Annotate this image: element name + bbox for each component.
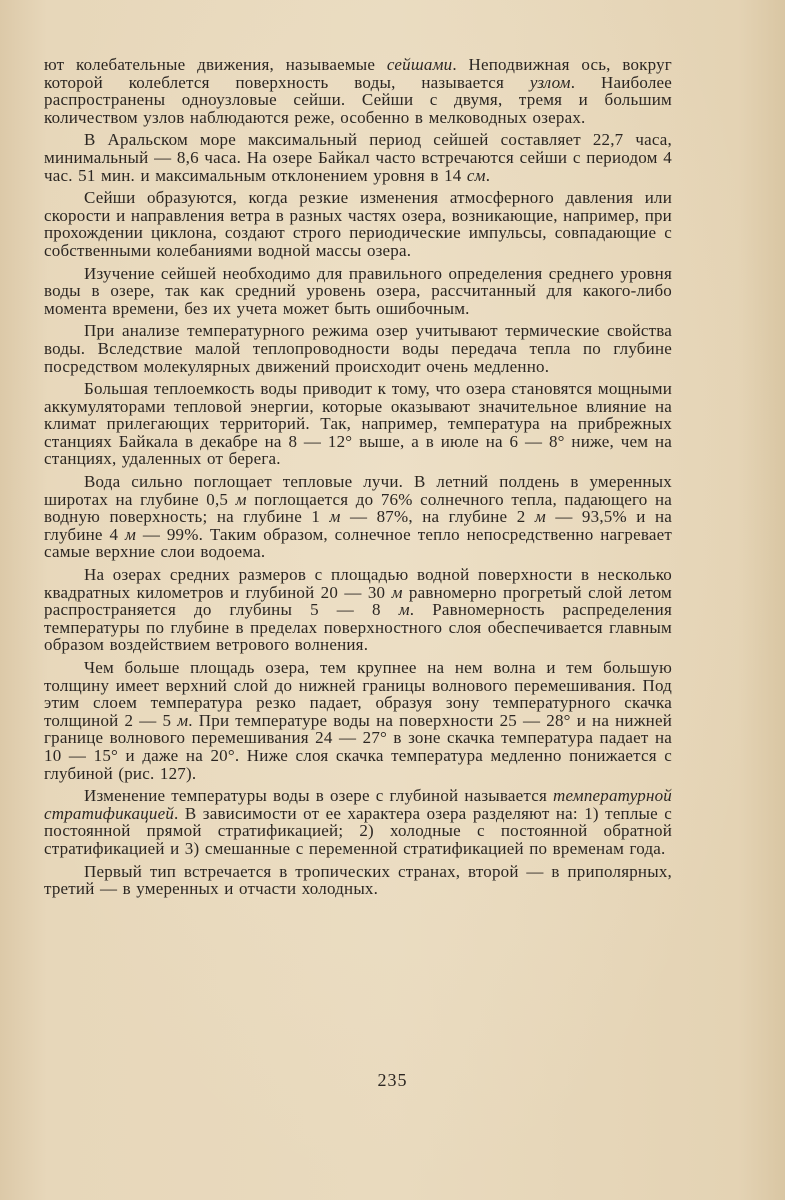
italic-term: м — [391, 582, 403, 602]
italic-term: сейшами — [386, 55, 453, 74]
paragraph-8 — [44, 566, 672, 654]
text-run: В Аральском море максимальный период сейшей составляет 22,7 часа, минимальный — 8,6 часа. На озере Байкал часто встречаются сейши с периодом 4 час. 51 мин. и максимальным отклонением уровня в 14 — [44, 130, 672, 185]
text-run: Изучение сейшей необходимо для правильного определения среднего уровня воды в озере, так как средний уровень озера, рассчитанный для какого-либо момента времени, без их учета может быть ошибочным. — [44, 263, 672, 318]
text-run: . — [485, 165, 491, 185]
text-run: Чем больше площадь озера, тем крупнее на нем волна и тем большую толщину имеет верхний слой до нижней границы волнового перемешивания. Под этим слоем температура резко падает, образуя зону температурного скачка толщиной 2 — 5 — [44, 658, 672, 730]
paragraph-10 — [44, 787, 672, 857]
page-number: 235 — [377, 1070, 408, 1090]
paragraph-1 — [44, 56, 672, 126]
paragraph-6 — [44, 380, 672, 468]
text-run: . Наиболее распространены одноузловые сейши. Сейши с двумя, тремя и большим количеством узлов наблюдаются реже, особенно в мелководных озерах. — [44, 72, 672, 127]
italic-term: м — [235, 489, 247, 509]
text-run: . Неподвижная ось, вокруг которой колеблется поверхность воды, называется — [44, 55, 672, 92]
text-run: При анализе температурного режима озер учитывают термические свойства воды. Вследствие малой теплопроводности воды передача тепла по глубине посредством молекулярных движений происходит очень медленно. — [44, 321, 672, 376]
italic-term: м — [329, 507, 341, 527]
text-run: ют колебательные движения, называемые — [44, 55, 387, 74]
italic-term: м — [398, 600, 410, 620]
paragraph-2 — [44, 131, 672, 184]
paragraph-9 — [44, 659, 672, 782]
paragraph-11 — [44, 863, 672, 898]
text-run: поглощается до 76% солнечного тепла, падающего на водную поверхность; на глубине 1 — [44, 489, 672, 527]
text-run: — 99%. Таким образом, солнечное тепло непосредственно нагревает самые верхние слои водоема. — [44, 524, 672, 562]
paragraph-7 — [44, 473, 672, 561]
paragraph-4 — [44, 265, 672, 318]
italic-term: м — [534, 507, 546, 527]
text-run: На озерах средних размеров с площадью водной поверхности в несколько квадратных километров и глубиной 20 — 30 — [44, 565, 672, 602]
body-text — [44, 56, 672, 903]
text-run: — 93,5% и на глубине 4 — [44, 507, 673, 544]
paragraph-5 — [44, 322, 672, 375]
paragraph-3 — [44, 189, 672, 259]
text-run: Вода сильно поглощает тепловые лучи. В летний полдень в умеренных широтах на глубине 0,5 — [44, 472, 672, 509]
text-run: . В зависимости от ее характера озера разделяют на: 1) теплые с постоянной прямой стратификацией; 2) холодные с постоянной обратной стратификацией и 3) смешанные с переменной стратификацией по временам года. — [44, 803, 672, 858]
text-run: . При температуре воды на поверхности 25 — 28° и на нижней границе волнового перемешивания 24 — 27° в зоне скачка температура падает на 10 — 15° и даже на 20°. Ниже слоя скачка температура медленно понижается с глубиной (рис. 127). — [44, 710, 672, 783]
text-run: Сейши образуются, когда резкие изменения атмосферного давления или скорости и направления ветра в разных частях озера, возникающие, например, при прохождении циклона, создают строго периодические импульсы, совпадающие с собственными колебаниями водной массы озера. — [44, 188, 672, 260]
italic-term: температурной стратификацией — [44, 786, 672, 823]
text-run: . Равномерность распределения температуры по глубине в пределах поверхностного слоя обеспечивается главным образом воздействием ветрового волнения. — [44, 600, 672, 655]
text-run: Первый тип встречается в тропических странах, второй — в приполярных, третий — в умеренных и отчасти холодных. — [44, 861, 672, 899]
italic-term: узлом — [529, 72, 571, 92]
italic-term: см — [466, 165, 486, 185]
text-run: Изменение температуры воды в озере с глубиной называется — [84, 786, 553, 806]
text-run: Большая теплоемкость воды приводит к тому, что озера становятся мощными аккумуляторами тепловой энергии, которые оказывают значительное влияние на климат прилегающих территорий. Так, например, температура на прибрежных станциях Байкала в декабре на 8 — 12° выше, а в июле на 6 — 8° ниже, чем на станциях, удаленных от берега. — [44, 379, 672, 469]
italic-term: м — [124, 524, 137, 544]
text-run: — 87%, на глубине 2 — [340, 507, 535, 527]
text-run: равномерно прогретый слой летом распространяется до глубины 5 — 8 — [44, 582, 673, 620]
italic-term: м — [177, 710, 189, 730]
